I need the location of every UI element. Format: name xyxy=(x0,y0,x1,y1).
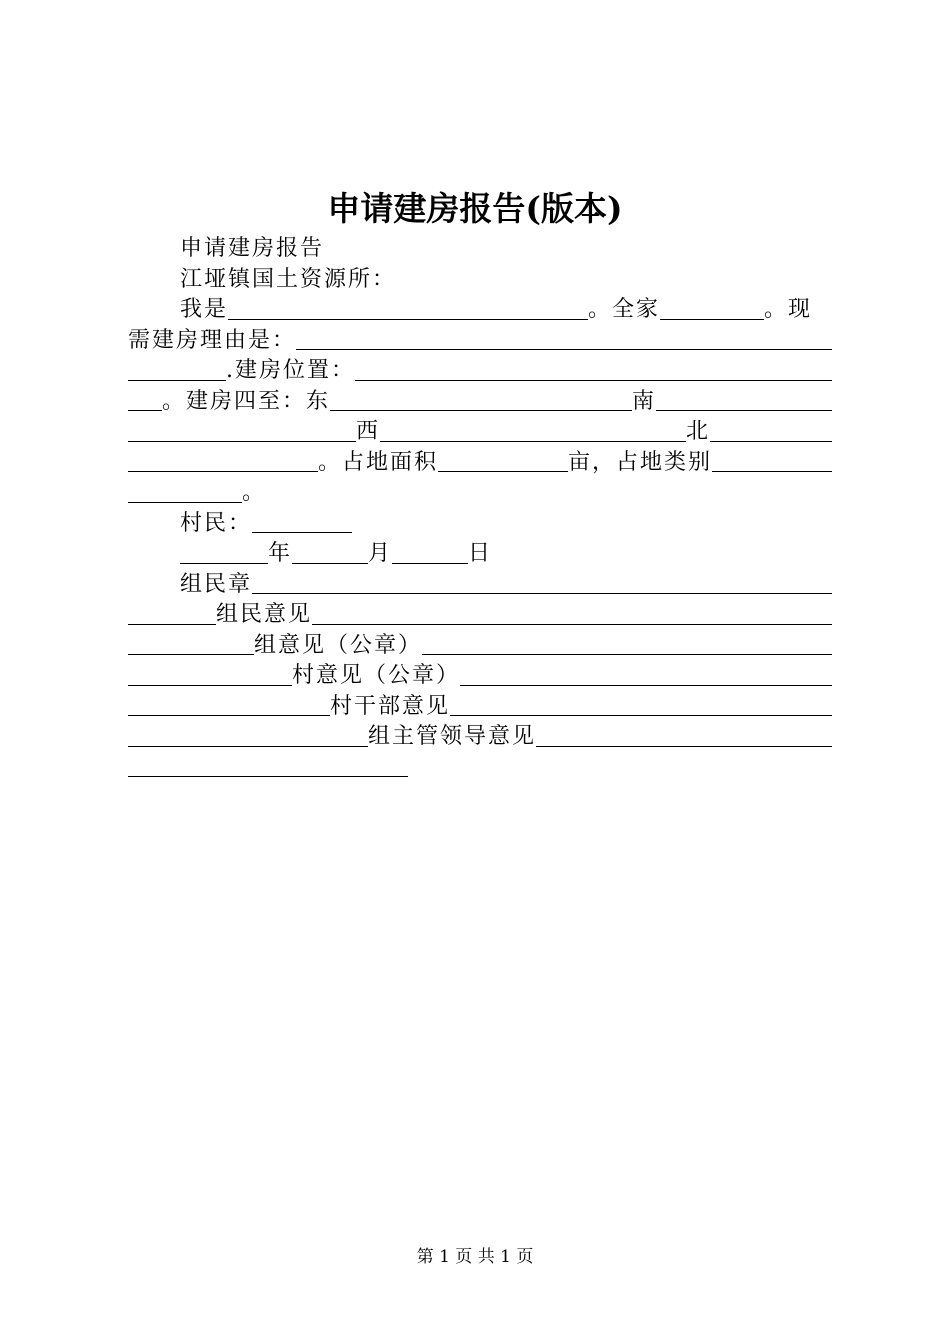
north-boundary-blank[interactable] xyxy=(710,419,832,442)
label-location: .建房位置： xyxy=(226,358,355,383)
village-opinion-line xyxy=(128,661,832,692)
label-month: 月 xyxy=(368,541,393,566)
group-leader-opinion-line xyxy=(128,722,832,753)
label-south: 南 xyxy=(632,388,657,414)
village-cadre-opinion-blank-continued[interactable] xyxy=(128,724,368,747)
day-blank[interactable] xyxy=(392,541,468,564)
village-opinion-blank-continued[interactable] xyxy=(128,693,330,716)
label-reason: 需建房理由是： xyxy=(128,327,297,353)
reason-blank-continued[interactable] xyxy=(128,358,226,381)
year-blank[interactable] xyxy=(180,541,268,564)
reason-line xyxy=(128,326,832,357)
label-xian: 。现 xyxy=(764,297,813,322)
location-blank[interactable] xyxy=(355,358,832,381)
land-type-blank-continued[interactable] xyxy=(128,480,242,503)
label-land-type: 亩，占地类别 xyxy=(568,449,713,475)
month-blank[interactable] xyxy=(292,541,368,564)
label-west: 西 xyxy=(356,419,381,444)
group-members-opinion-blank-continued[interactable] xyxy=(128,632,254,655)
label-north: 北 xyxy=(686,419,711,444)
area-line xyxy=(128,448,832,479)
final-blank-line xyxy=(128,753,832,784)
label-group-opinion: 组意见（公章） xyxy=(254,632,423,658)
east-boundary-blank[interactable] xyxy=(330,388,632,411)
south-boundary-blank-continued[interactable] xyxy=(128,419,356,442)
label-quanjia: 。全家 xyxy=(588,297,661,322)
group-opinion-blank[interactable] xyxy=(422,632,832,655)
label-group-seal: 组民章 xyxy=(180,571,253,597)
north-boundary-blank-continued[interactable] xyxy=(128,449,318,472)
page-footer: 第 1 页 共 1 页 xyxy=(416,1247,534,1267)
land-type-end-line xyxy=(128,478,832,509)
page-title: 申请建房报告(版本) xyxy=(327,189,623,228)
applicant-name-blank[interactable] xyxy=(228,297,588,320)
recipient-line xyxy=(128,265,832,296)
village-opinion-blank[interactable] xyxy=(460,663,832,686)
villager-signature-blank[interactable] xyxy=(252,510,352,533)
label-villager: 村民： xyxy=(180,510,253,536)
land-type-blank[interactable] xyxy=(712,449,832,472)
boundaries-line-2 xyxy=(128,417,832,448)
south-boundary-blank[interactable] xyxy=(656,388,832,411)
boundaries-line-1 xyxy=(128,387,832,418)
document-body xyxy=(128,234,832,783)
heading-line xyxy=(128,234,832,265)
group-members-opinion-blank[interactable] xyxy=(312,602,832,625)
label-area: 。占地面积 xyxy=(318,449,439,475)
location-line xyxy=(128,356,832,387)
group-seal-blank[interactable] xyxy=(252,571,832,594)
group-opinion-line xyxy=(128,600,832,631)
label-boundaries-east: 。建房四至：东 xyxy=(162,388,331,414)
reason-blank[interactable] xyxy=(296,327,832,350)
area-blank[interactable] xyxy=(438,449,568,472)
group-opinion-blank-continued[interactable] xyxy=(128,663,292,686)
label-year: 年 xyxy=(268,541,293,566)
label-village-cadre-opinion: 村干部意见 xyxy=(330,693,451,719)
villager-line xyxy=(128,509,832,540)
label-group-members-opinion: 组民意见 xyxy=(216,602,313,627)
date-line xyxy=(128,539,832,570)
label-village-opinion: 村意见（公章） xyxy=(292,663,461,688)
family-size-blank[interactable] xyxy=(660,297,764,320)
village-cadre-opinion-blank[interactable] xyxy=(450,693,832,716)
village-cadre-opinion-line xyxy=(128,692,832,723)
location-blank-continued[interactable] xyxy=(128,388,162,411)
label-day: 日 xyxy=(468,541,493,566)
label-woshi: 我是 xyxy=(180,297,229,322)
group-leader-opinion-blank-continued[interactable] xyxy=(128,754,408,777)
group-leader-opinion-blank[interactable] xyxy=(536,724,832,747)
document-heading: 申请建房报告 xyxy=(180,236,325,261)
recipient: 江垭镇国土资源所： xyxy=(180,266,397,292)
label-group-leader-opinion: 组主管领导意见 xyxy=(368,724,537,749)
label-period: 。 xyxy=(242,480,267,505)
group-seal-line xyxy=(128,570,832,601)
group-official-opinion-line xyxy=(128,631,832,662)
west-boundary-blank[interactable] xyxy=(380,419,686,442)
applicant-line xyxy=(128,295,832,326)
group-seal-blank-continued[interactable] xyxy=(128,602,216,625)
